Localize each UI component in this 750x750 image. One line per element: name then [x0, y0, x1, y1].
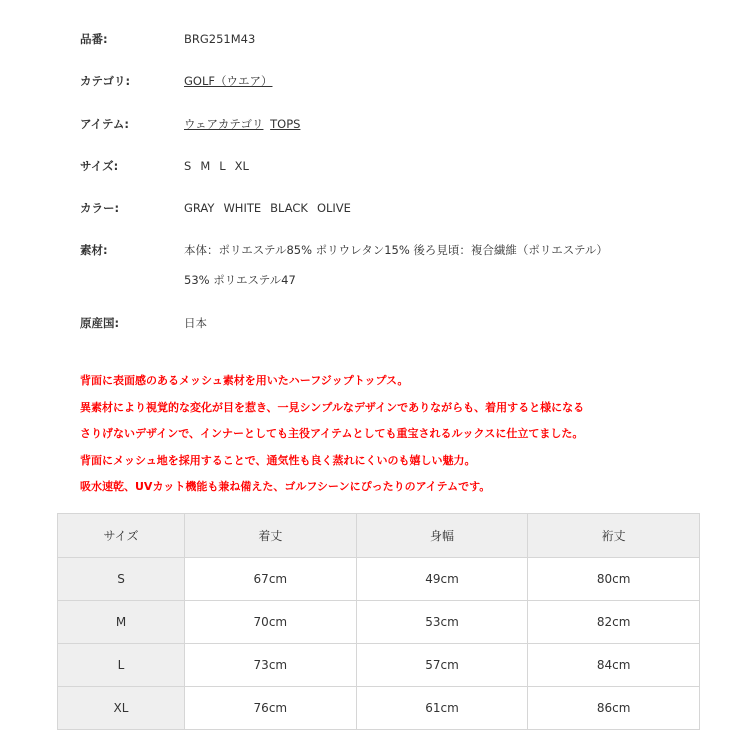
sleeve-cell: 80cm	[528, 558, 700, 601]
description-line: さりげないデザインで、インナーとしても主役アイテムとしても重宝されるルックスに仕立てました。	[80, 427, 584, 440]
category-link[interactable]: GOLF（ウエア）	[184, 74, 273, 88]
origin-value: 日本	[184, 316, 207, 330]
color-option: BLACK	[270, 201, 308, 215]
length-cell: 67cm	[185, 558, 357, 601]
size-cell: S	[58, 558, 185, 601]
color-option: GRAY	[184, 201, 215, 215]
table-header-row	[58, 514, 700, 558]
header-size: サイズ	[58, 514, 185, 558]
table-row	[58, 644, 700, 687]
size-option: S	[184, 159, 192, 173]
product-code-value: BRG251M43	[184, 32, 256, 46]
description-line: 背面に表面感のあるメッシュ素材を用いたハーフジップトップス。	[80, 374, 409, 387]
color-option: OLIVE	[316, 201, 351, 215]
size-option: XL	[234, 159, 249, 173]
width-cell: 49cm	[356, 558, 528, 601]
tops-link[interactable]: TOPS	[270, 117, 301, 131]
size-option: L	[219, 159, 226, 173]
spec-label: サイズ:	[80, 159, 119, 173]
header-sleeve: 裄丈	[528, 514, 700, 558]
sleeve-cell: 86cm	[528, 687, 700, 730]
wear-category-link[interactable]: ウェアカテゴリ	[184, 117, 264, 131]
description-line: 背面にメッシュ地を採用することで、通気性も良く蒸れにくいのも嬉しい魅力。	[80, 453, 476, 467]
table-row	[58, 601, 700, 644]
width-cell: 53cm	[356, 601, 528, 644]
item-value	[184, 115, 744, 133]
material-line: 本体：ポリエステル85% ポリウレタン15% 後ろ見頃：複合繊維（ポリエステル）	[184, 243, 608, 257]
size-cell: L	[58, 644, 185, 687]
width-cell: 57cm	[356, 644, 528, 687]
sizes-value	[184, 157, 744, 175]
length-cell: 76cm	[185, 687, 357, 730]
width-cell: 61cm	[356, 687, 528, 730]
size-cell: M	[58, 601, 185, 644]
header-length: 着丈	[185, 514, 357, 558]
material-value	[184, 235, 744, 295]
sleeve-cell: 82cm	[528, 601, 700, 644]
spec-label: アイテム:	[80, 117, 129, 131]
length-cell: 70cm	[185, 601, 357, 644]
spec-label: 原産国:	[80, 316, 120, 330]
spec-label: 素材:	[80, 243, 108, 257]
spec-label: カテゴリ:	[80, 74, 131, 88]
length-cell: 73cm	[185, 644, 357, 687]
product-description	[80, 368, 720, 501]
size-cell: XL	[58, 687, 185, 730]
description-line: 異素材により視覚的な変化が目を惹き、一見シンプルなデザインでありながらも、着用すると様になる	[80, 400, 585, 414]
category-value	[184, 72, 744, 90]
table-row	[58, 558, 700, 601]
sleeve-cell: 84cm	[528, 644, 700, 687]
description-line: 吸水速乾、UVカット機能も兼ね備えた、ゴルフシーンにぴったりのアイテムです。	[80, 480, 491, 493]
material-line: 53% ポリエステル47	[184, 273, 296, 287]
colors-value	[184, 199, 744, 217]
table-row	[58, 687, 700, 730]
size-option: M	[200, 159, 211, 173]
spec-label: 品番:	[80, 32, 108, 46]
header-width: 身幅	[356, 514, 528, 558]
spec-label: カラー:	[80, 201, 120, 215]
color-option: WHITE	[223, 201, 262, 215]
size-chart-table	[57, 513, 700, 730]
